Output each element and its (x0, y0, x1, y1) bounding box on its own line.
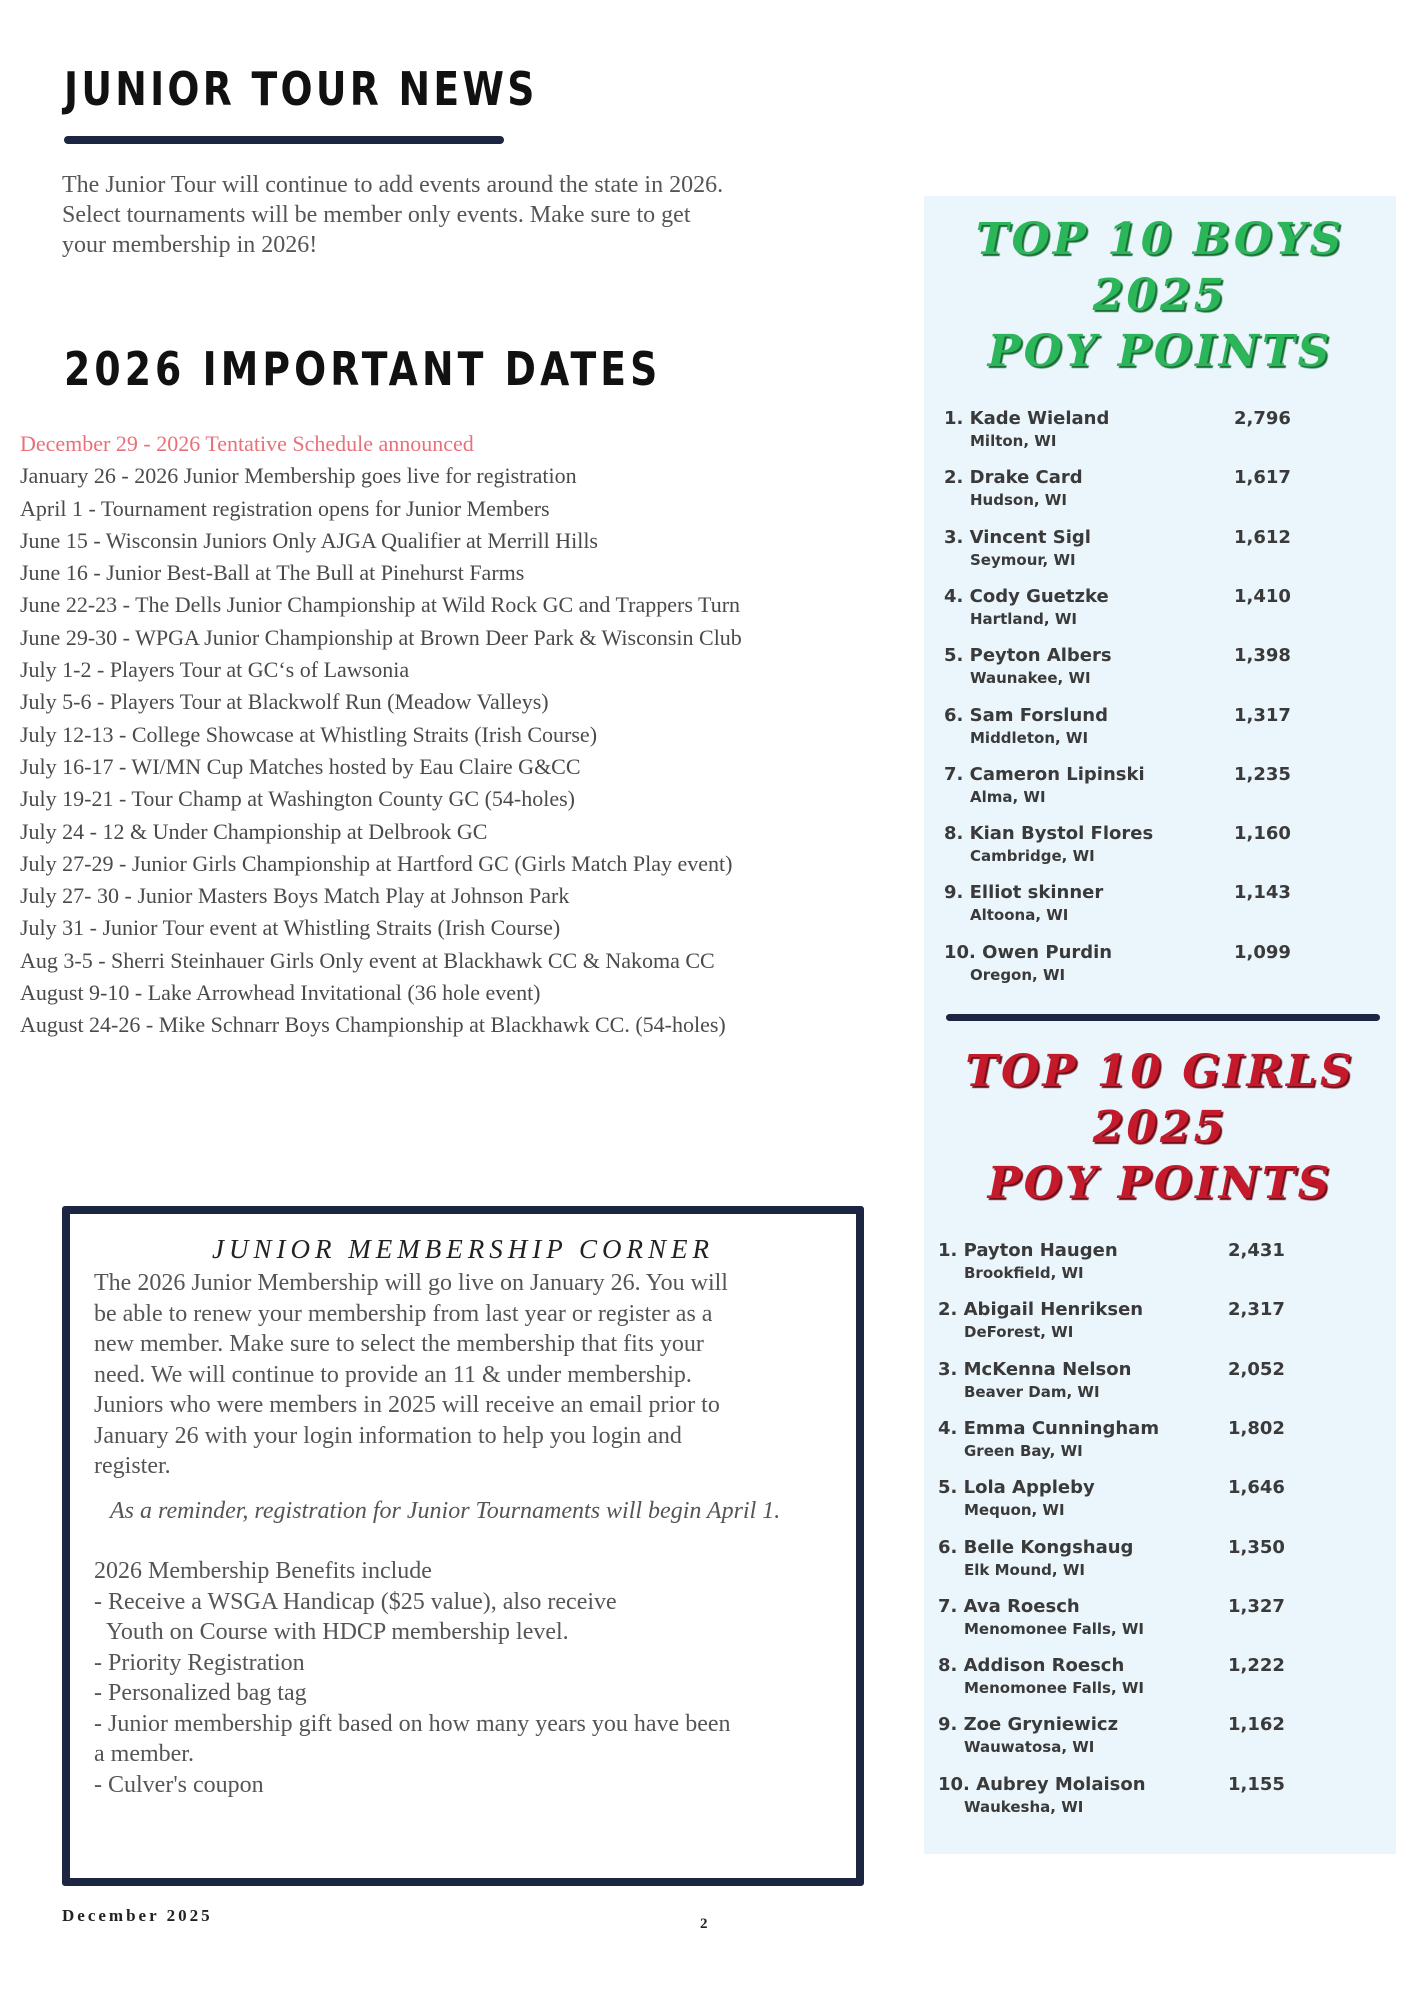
boys-heading-line: 2025 (1092, 270, 1228, 321)
membership-line: January 26 with your login information to help you login and (94, 1422, 682, 1449)
player-name: 4. Cody Guetzke (944, 585, 1109, 607)
date-item: July 16-17 - WI/MN Cup Matches hosted by Eau Claire G&CC (20, 753, 581, 779)
player-name: 2. Drake Card (944, 467, 1083, 489)
date-item: June 29-30 - WPGA Junior Championship at Brown Deer Park & Wisconsin Club (20, 624, 742, 650)
sidebar-divider (946, 1014, 1380, 1021)
girls-heading-line: POY POINTS (987, 1158, 1333, 1209)
boys-heading-line: TOP 10 BOYS (975, 214, 1345, 265)
player-points: 2,052 (1228, 1358, 1285, 1380)
player-name: 7. Ava Roesch (938, 1595, 1080, 1617)
player-location: Hartland, WI (970, 609, 1077, 628)
boys-ranking-row (926, 586, 1398, 644)
date-item: June 22-23 - The Dells Junior Championship at Wild Rock GC and Trappers Turn (20, 592, 741, 618)
player-name: 10. Aubrey Molaison (938, 1773, 1146, 1795)
player-points: 1,143 (1234, 882, 1291, 904)
player-points: 1,646 (1228, 1477, 1285, 1499)
boys-ranking-row (926, 823, 1398, 881)
player-points: 2,431 (1228, 1240, 1285, 1261)
girls-ranking-row (920, 1418, 1392, 1476)
player-name: 10. Owen Purdin (944, 941, 1113, 963)
benefit-item: - Personalized bag tag (94, 1680, 307, 1706)
boys-poy-heading (924, 212, 1396, 380)
boys-ranking-row (926, 764, 1398, 822)
player-location: Elk Mound, WI (964, 1560, 1085, 1579)
player-name: 8. Addison Roesch (938, 1655, 1125, 1677)
benefit-item: - Receive a WSGA Handicap ($25 value), also receive (94, 1588, 617, 1615)
player-location: DeForest, WI (964, 1323, 1074, 1342)
player-location: Middleton, WI (970, 728, 1089, 747)
date-item: July 1-2 - Players Tour at GC‘s of Lawsonia (20, 657, 410, 683)
registration-reminder: As a reminder, registration for Junior Tournaments will begin April 1. (110, 1497, 781, 1524)
important-dates-list (20, 428, 920, 1042)
player-points: 1,398 (1234, 645, 1291, 667)
player-name: 6. Sam Forslund (944, 704, 1108, 726)
player-name: 7. Cameron Lipinski (944, 763, 1145, 785)
date-item: June 16 - Junior Best-Ball at The Bull at Pinehurst Farms (20, 560, 525, 586)
girls-heading-line: TOP 10 GIRLS (965, 1046, 1355, 1097)
player-points: 1,317 (1234, 704, 1291, 726)
girls-ranking-row (920, 1537, 1392, 1595)
date-item: Aug 3-5 - Sherri Steinhauer Girls Only event at Blackhawk CC & Nakoma CC (20, 947, 715, 973)
girls-ranking-row (920, 1596, 1392, 1654)
player-points: 1,617 (1234, 467, 1291, 489)
player-location: Hudson, WI (970, 491, 1067, 510)
player-points: 1,160 (1234, 823, 1291, 845)
footer-date: December 2025 (62, 1906, 213, 1925)
page-number: 2 (700, 1916, 708, 1932)
date-item: July 12-13 - College Showcase at Whistling Straits (Irish Course) (20, 721, 598, 747)
player-location: Milton, WI (970, 432, 1057, 450)
player-points: 1,612 (1234, 526, 1291, 548)
boys-ranking-row (926, 527, 1398, 585)
player-name: 4. Emma Cunningham (938, 1417, 1160, 1439)
news-body (62, 170, 882, 260)
date-item: July 5-6 - Players Tour at Blackwolf Run (Meadow Valleys) (20, 689, 549, 715)
membership-corner-box (62, 1206, 864, 1886)
boys-ranking-row (926, 942, 1398, 1000)
boys-ranking-row (926, 882, 1398, 940)
benefits-heading: 2026 Membership Benefits include (94, 1558, 432, 1584)
player-location: Seymour, WI (970, 550, 1076, 569)
player-name: 5. Peyton Albers (944, 645, 1112, 667)
membership-line: need. We will continue to provide an 11 & under membership. (94, 1361, 692, 1388)
news-body-line: The Junior Tour will continue to add events around the state in 2026. (62, 172, 724, 198)
date-item: July 27- 30 - Junior Masters Boys Match Play at Johnson Park (20, 883, 570, 909)
date-item: June 15 - Wisconsin Juniors Only AJGA Qualifier at Merrill Hills (20, 527, 598, 553)
player-location: Mequon, WI (964, 1501, 1065, 1520)
player-points: 2,796 (1234, 408, 1291, 429)
player-name: 6. Belle Kongshaug (938, 1536, 1134, 1558)
player-name: 8. Kian Bystol Flores (944, 823, 1154, 845)
news-body-line: your membership in 2026! (62, 232, 318, 258)
player-location: Beaver Dam, WI (964, 1382, 1100, 1401)
girls-ranking-row (920, 1359, 1392, 1417)
player-location: Wauwatosa, WI (964, 1738, 1095, 1757)
important-dates-title: 2026 IMPORTANT DATES (64, 342, 662, 396)
player-location: Menomonee Falls, WI (964, 1619, 1145, 1638)
player-points: 1,099 (1234, 941, 1291, 963)
date-item: July 24 - 12 & Under Championship at Delbrook GC (20, 818, 488, 844)
membership-line: new member. Make sure to select the membership that fits your (94, 1331, 704, 1357)
girls-ranking-row (920, 1477, 1392, 1535)
date-item: August 9-10 - Lake Arrowhead Invitational (36 hole event) (20, 980, 541, 1006)
player-name: 2. Abigail Henriksen (938, 1299, 1144, 1321)
date-item: July 31 - Junior Tour event at Whistling Straits (Irish Course) (20, 915, 561, 941)
player-location: Waukesha, WI (964, 1797, 1084, 1816)
player-location: Menomonee Falls, WI (964, 1679, 1145, 1698)
player-name: 1. Kade Wieland (944, 408, 1110, 429)
girls-ranking-row (920, 1240, 1392, 1298)
player-location: Waunakee, WI (970, 669, 1091, 688)
player-name: 5. Lola Appleby (938, 1477, 1095, 1499)
benefit-item-continued: a member. (94, 1741, 194, 1767)
girls-heading-line: 2025 (1092, 1102, 1228, 1153)
girls-ranking-row (920, 1655, 1392, 1713)
player-points: 1,162 (1228, 1714, 1285, 1736)
player-points: 2,317 (1228, 1299, 1285, 1321)
player-name: 1. Payton Haugen (938, 1240, 1118, 1261)
player-points: 1,222 (1228, 1655, 1285, 1677)
boys-ranking-row (926, 645, 1398, 703)
player-points: 1,327 (1228, 1595, 1285, 1617)
membership-corner-text (94, 1268, 854, 1800)
player-location: Alma, WI (970, 787, 1046, 806)
player-points: 1,155 (1228, 1773, 1285, 1795)
boys-ranking-row (926, 408, 1398, 466)
membership-line: Juniors who were members in 2025 will receive an email prior to (94, 1392, 720, 1418)
membership-line: register. (94, 1453, 171, 1479)
boys-ranking-row (926, 467, 1398, 525)
player-location: Cambridge, WI (970, 847, 1095, 866)
boys-heading-line: POY POINTS (987, 326, 1333, 377)
girls-ranking-row (920, 1714, 1392, 1772)
player-points: 1,410 (1234, 585, 1291, 607)
benefit-item-continued: Youth on Course with HDCP membership level. (106, 1619, 569, 1645)
girls-ranking-row (920, 1299, 1392, 1357)
benefit-item: - Junior membership gift based on how many years you have been (94, 1710, 731, 1737)
date-item: July 27-29 - Junior Girls Championship at Hartford GC (Girls Match Play event) (20, 850, 733, 876)
membership-corner-title: JUNIOR MEMBERSHIP CORNER (212, 1234, 714, 1264)
player-name: 3. Vincent Sigl (944, 526, 1091, 548)
boys-ranking-row (926, 705, 1398, 763)
poy-points-sidebar (924, 196, 1396, 1854)
date-item: August 24-26 - Mike Schnarr Boys Championship at Blackhawk CC. (54-holes) (20, 1012, 726, 1038)
date-item: April 1 - Tournament registration opens for Junior Members (20, 495, 550, 521)
membership-line: be able to renew your membership from last year or register as a (94, 1300, 713, 1327)
news-title-underline (64, 136, 504, 144)
player-location: Oregon, WI (970, 965, 1066, 984)
news-title: JUNIOR TOUR NEWS (64, 62, 538, 116)
player-points: 1,802 (1228, 1417, 1285, 1439)
benefit-item: - Culver's coupon (94, 1771, 264, 1798)
benefit-item: - Priority Registration (94, 1649, 305, 1676)
player-location: Brookfield, WI (964, 1264, 1084, 1282)
girls-ranking-row (920, 1774, 1392, 1832)
news-body-line: Select tournaments will be member only events. Make sure to get (62, 202, 691, 228)
player-location: Green Bay, WI (964, 1441, 1083, 1460)
player-points: 1,350 (1228, 1536, 1285, 1558)
date-item-highlight: December 29 - 2026 Tentative Schedule announced (20, 431, 474, 456)
date-item: July 19-21 - Tour Champ at Washington County GC (54-holes) (20, 786, 576, 812)
girls-poy-heading (924, 1044, 1396, 1212)
player-location: Altoona, WI (970, 906, 1069, 925)
player-name: 9. Zoe Gryniewicz (938, 1714, 1119, 1736)
membership-line: The 2026 Junior Membership will go live on January 26. You will (94, 1270, 728, 1296)
player-name: 3. McKenna Nelson (938, 1358, 1132, 1380)
player-name: 9. Elliot skinner (944, 882, 1104, 904)
player-points: 1,235 (1234, 763, 1291, 785)
date-item: January 26 - 2026 Junior Membership goes live for registration (20, 463, 577, 489)
